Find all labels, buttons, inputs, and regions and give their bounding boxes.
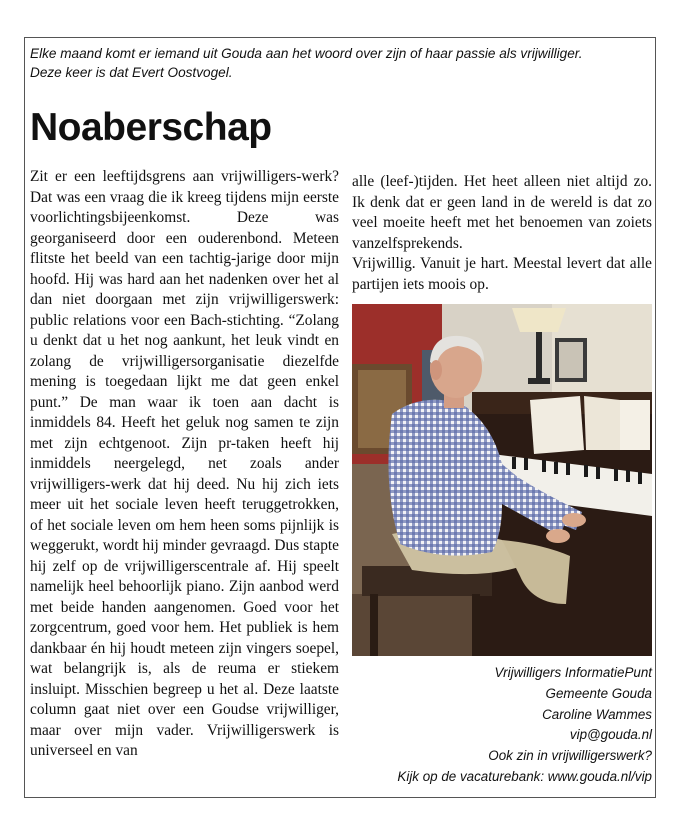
intro-line-2: Deze keer is dat Evert Oostvogel. — [30, 65, 233, 80]
credits-municipality: Gemeente Gouda — [545, 685, 652, 701]
credits-author: Caroline Wammes — [542, 706, 652, 722]
photo-elderly-man-playing-piano-icon — [352, 304, 652, 656]
photo-piano-player — [352, 304, 652, 656]
article-column-right — [352, 172, 652, 295]
column-right-paragraph-2: Vrijwillig. Vanuit je hart. Meestal levert dat alle partijen iets moois op. — [352, 255, 652, 293]
credits-email: vip@gouda.nl — [569, 727, 652, 743]
article-headline: Noaberschap — [30, 106, 272, 149]
column-left-paragraph: Zit er een leeftijdsgrens aan vrijwilligers-werk? Dat was een vraag die ik kreeg tijdens mijn eerste voorlichtingsbijeenkomst. Deze was georganiseerd door een ouderenbond. Meteen flitste het beeld van een tachtig-jarige door mijn hoofd. Hij was hard aan het nadenken over het al dan niet doorgaan met zijn vrijwilligerswerk: public relations voor een Bach-stichting. “Zolang u denkt dat u het nog aankunt, het leuk vindt en zolang de vrijwilligersorganisatie diezelfde mening is toegedaan lijkt me dat geen enkel punt.” De man waar ik toen aan dacht is inmiddels 84. Heeft het geluk nog samen te zijn met zijn echtgenoot. Zijn pr-taken heeft hij inmiddels neergelegd, net zoals ander vrijwilligers-werk dat hij deed. Nu hij zich iets meer uit het sociale leven heeft teruggetrokken, of het sociale leven om hem heen soms pijnlijk is weggerukt, wordt hij minder gevraagd. Dus stapte hij zelf op de vrijwilligerscentrale af. Hij speelt namelijk heel behoorlijk piano. Zijn aanbod werd met beide handen aangenomen. Goed voor het zorgcentrum, goed voor hem. Het publiek is hem dankbaar én hij houdt meteen zijn vingers soepel, wat belangrijk is, als de reuma er stiekem insluipt. Misschien begreep u het al. Deze laatste column gaat niet over een Goudse vrijwilliger, maar over mijn vader. Vrijwilligerswerk is universeel en van — [30, 168, 339, 759]
credits-organization: Vrijwilligers InformatiePunt — [494, 665, 652, 680]
article-column-left — [30, 167, 339, 762]
credits-call-to-action: Ook zin in vrijwilligerswerk? — [488, 748, 652, 764]
credits-block — [352, 663, 652, 788]
column-right-paragraph-1: alle (leef-)tijden. Het heet alleen niet altijd zo. Ik denk dat er geen land in de wereld is dat zo veel moeite heeft met het benoemen van zoiets vanzelfsprekends. — [352, 173, 652, 252]
intro-text — [30, 44, 652, 82]
credits-vacancy-link: Kijk op de vacaturebank: www.gouda.nl/vip — [397, 768, 652, 784]
intro-line-1: Elke maand komt er iemand uit Gouda aan het woord over zijn of haar passie als vrijwilliger. — [30, 46, 583, 61]
